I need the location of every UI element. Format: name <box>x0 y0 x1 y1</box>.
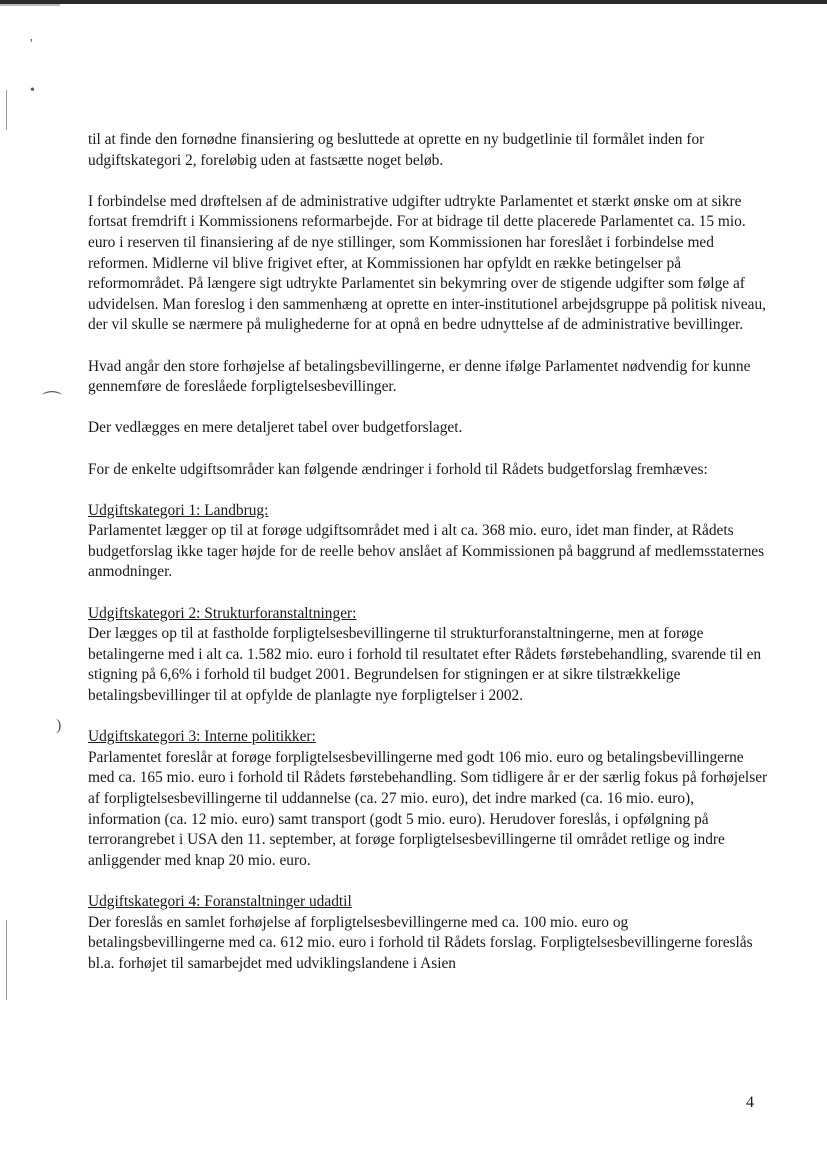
paragraph: Hvad angår den store forhøjelse af betalingsbevillingerne, er denne ifølge Parlamentet nødvendig for kunne gennemføre de foreslåede forpligtelsesbevillinger. <box>88 357 751 396</box>
margin-scan-line <box>6 90 7 130</box>
margin-dot-mark: ' <box>30 37 33 52</box>
section-heading: Udgiftskategori 2: Strukturforanstaltninger: <box>88 604 357 622</box>
top-border-fade <box>0 4 60 6</box>
section-foranstaltninger-udadtil <box>88 892 768 974</box>
paragraph: Der vedlægges en mere detaljeret tabel over budgetforslaget. <box>88 419 463 437</box>
section-strukturforanstaltninger <box>88 604 768 707</box>
section-text: Parlamentet lægger op til at forøge udgiftsområdet med i alt ca. 368 mio. euro, idet man finder, at Rådets budgetforslag ikke tager højde for de reelle behov anslået af Kommissionen på baggrund af medlemsstaternes anmodninger. <box>88 522 765 581</box>
section-text: Der lægges op til at fastholde forpligtelsesbevillingerne til strukturforanstaltningerne, men at forøge betalingerne med i alt ca. 1.582 mio. euro i forhold til resultatet efter Rådets førstebehandling, svarende til en stigning på 6,6% i forhold til budget 2001. Begrundelsen for stigningen er at sikre tilstrækkelige betalingsbevillinger til at opfylde de planlagte nye forpligtelser i 2002. <box>88 625 762 705</box>
section-heading: Udgiftskategori 4: Foranstaltninger udadtil <box>88 892 352 910</box>
paragraph: For de enkelte udgiftsområder kan følgende ændringer i forhold til Rådets budgetforslag fremhæves: <box>88 460 708 478</box>
margin-dot-mark: • <box>30 83 35 98</box>
top-border-line <box>0 0 827 4</box>
section-interne-politikker <box>88 727 768 871</box>
paragraph: I forbindelse med drøftelsen af de administrative udgifter udtrykte Parlamentet et stærkt ønske om at sikre fortsat fremdrift i Kommissionens reformarbejde. For at bidrage til dette placerede Parlamentet ca. 15 mio. euro i reserven til finansiering af de nye stillinger, som Kommissionen har foreslået i forbindelse med reformen. Midlerne vil blive frigivet efter, at Kommissionen har opfyldt en række betingelser på reformområdet. På længere sigt udtrykte Parlamentet sin bekymring over de stigende udgifter som følge af udvidelsen. Man foreslog i den sammenhæng at oprette en inter-institutionel arbejdsgruppe på politisk niveau, der vil skulle se nærmere på mulighederne for at opnå en bedre udnyttelse af de administrative bevillinger. <box>88 192 767 334</box>
document-body <box>88 130 768 995</box>
section-heading: Udgiftskategori 3: Interne politikker: <box>88 728 316 746</box>
section-heading: Udgiftskategori 1: Landbrug: <box>88 501 269 519</box>
page-number: 4 <box>746 1094 754 1111</box>
section-landbrug <box>88 501 768 583</box>
section-text: Der foreslås en samlet forhøjelse af forpligtelsesbevillingerne med ca. 100 mio. euro og betalingsbevillingerne med ca. 612 mio. euro i forhold til Rådets forslag. Forpligtelsesbevillingerne foreslås bl.a. forhøjet til samarbejdet med udviklingslandene i Asien <box>88 913 753 972</box>
section-text: Parlamentet foreslår at forøge forpligtelsesbevillingerne med godt 106 mio. euro og betalingsbevillingerne med ca. 165 mio. euro i forhold til Rådets førstebehandling. Som tidligere år er der særlig fokus på forhøjelser af forpligtelsesbevillingerne til uddannelse (ca. 27 mio. euro), det indre marked (ca. 16 mio. euro), information (ca. 12 mio. euro) samt transport (godt 5 mio. euro). Herudover foreslås, i opfølgning på terrorangrebet i USA den 11. september, at forøge forpligtelsesbevillingerne til området retlige og indre anliggender med knap 20 mio. euro. <box>88 748 768 869</box>
paragraph: til at finde den fornødne finansiering og besluttede at oprette en ny budgetlinie til formålet inden for udgiftskategori 2, foreløbig uden at fastsætte noget beløb. <box>88 131 705 169</box>
margin-arc-mark: ⌒ <box>42 391 62 413</box>
margin-scan-line <box>6 920 7 1000</box>
margin-paren-mark: ) <box>56 717 62 734</box>
